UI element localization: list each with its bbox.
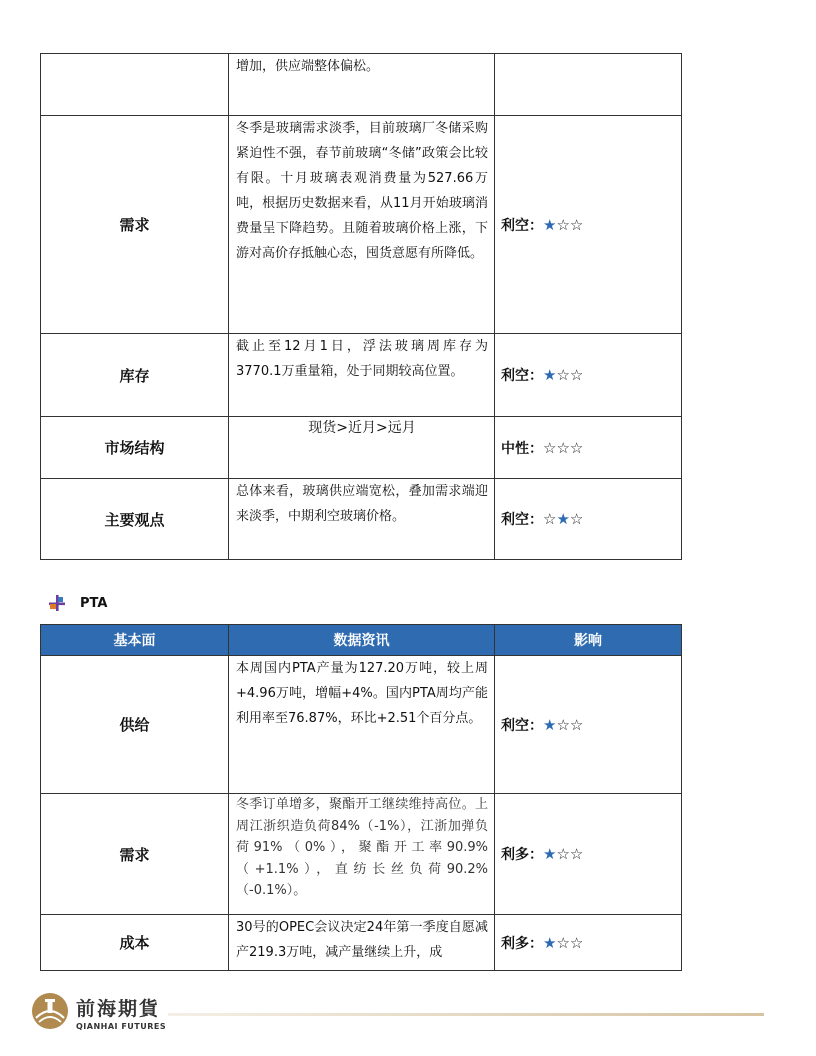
table-header-row bbox=[41, 625, 682, 656]
star-icon: ★ bbox=[543, 933, 557, 952]
row-label bbox=[41, 54, 229, 116]
star-icon: ★ bbox=[543, 366, 557, 384]
footer-divider bbox=[168, 1013, 764, 1016]
row-text: 本周国内PTA产量为127.20万吨，较上周+4.96万吨，增幅+4%。国内PTA周均产能利用率至76.87%，环比+2.51个百分点。 bbox=[229, 656, 495, 794]
section-heading bbox=[48, 594, 107, 612]
row-label: 需求 bbox=[41, 116, 229, 334]
star-icon: ☆ bbox=[556, 933, 570, 952]
star-icon: ☆ bbox=[556, 715, 570, 734]
section-title: PTA bbox=[80, 595, 108, 611]
row-text: 增加，供应端整体偏松。 bbox=[229, 54, 495, 116]
star-icon: ☆ bbox=[543, 438, 557, 457]
star-icon: ★ bbox=[556, 510, 570, 528]
row-impact bbox=[495, 479, 682, 560]
impact-label: 利多： bbox=[501, 935, 543, 952]
row-impact bbox=[495, 915, 682, 971]
header-cell: 影响 bbox=[495, 625, 682, 656]
star-icon: ☆ bbox=[556, 845, 570, 863]
row-label: 市场结构 bbox=[41, 417, 229, 479]
star-icon: ☆ bbox=[569, 845, 584, 863]
row-impact bbox=[495, 116, 682, 334]
row-label: 成本 bbox=[41, 915, 229, 971]
star-icon: ☆ bbox=[569, 215, 584, 234]
header-cell: 基本面 bbox=[41, 625, 229, 656]
impact-label: 利空： bbox=[501, 512, 543, 528]
star-icon: ☆ bbox=[543, 510, 557, 528]
table-row bbox=[41, 915, 682, 971]
qianhai-logo-icon bbox=[30, 992, 70, 1030]
row-label: 需求 bbox=[41, 794, 229, 915]
impact-label: 利空： bbox=[501, 717, 543, 734]
table-row bbox=[41, 656, 682, 794]
star-icon: ☆ bbox=[556, 215, 570, 234]
table-row bbox=[41, 794, 682, 915]
header-cell: 数据资讯 bbox=[229, 625, 495, 656]
star-icon: ☆ bbox=[569, 715, 584, 734]
impact-label: 中性： bbox=[501, 440, 543, 457]
star-icon: ☆ bbox=[569, 438, 584, 457]
table-row bbox=[41, 479, 682, 560]
logo-text bbox=[76, 994, 166, 1031]
row-text: 截止至12月1日，浮法玻璃周库存为3770.1万重量箱，处于同期较高位置。 bbox=[229, 334, 495, 417]
table-row bbox=[41, 54, 682, 116]
bullet-icon bbox=[48, 594, 66, 612]
star-icon: ☆ bbox=[569, 933, 584, 952]
impact-label: 利空： bbox=[501, 368, 543, 384]
row-text: 现货>近月>远月 bbox=[229, 417, 495, 479]
row-impact bbox=[495, 334, 682, 417]
logo-en: QIANHAI FUTURES bbox=[76, 1022, 167, 1031]
pta-table bbox=[40, 624, 682, 971]
table-row bbox=[41, 417, 682, 479]
table-row bbox=[41, 334, 682, 417]
row-text: 总体来看，玻璃供应端宽松，叠加需求端迎来淡季，中期利空玻璃价格。 bbox=[229, 479, 495, 560]
star-icon: ★ bbox=[543, 215, 557, 234]
table-row bbox=[41, 116, 682, 334]
star-icon: ★ bbox=[543, 845, 557, 863]
star-icon: ☆ bbox=[556, 438, 570, 457]
star-icon: ☆ bbox=[556, 366, 570, 384]
logo-cn: 前海期貨 bbox=[76, 998, 161, 1020]
impact-label: 利多： bbox=[501, 847, 543, 863]
row-impact bbox=[495, 656, 682, 794]
row-impact bbox=[495, 417, 682, 479]
footer bbox=[30, 992, 770, 1032]
star-icon: ★ bbox=[543, 715, 557, 734]
row-text: 30号的OPEC会议决定24年第一季度自愿减产219.3万吨，减产量继续上升，成 bbox=[229, 915, 495, 971]
row-impact bbox=[495, 54, 682, 116]
row-label: 库存 bbox=[41, 334, 229, 417]
star-icon: ☆ bbox=[569, 510, 584, 528]
star-icon: ☆ bbox=[569, 366, 584, 384]
glass-table bbox=[40, 53, 682, 560]
impact-label: 利空： bbox=[501, 217, 543, 234]
row-impact bbox=[495, 794, 682, 915]
row-label: 主要观点 bbox=[41, 479, 229, 560]
row-text: 冬季订单增多，聚酯开工继续维持高位。上周江浙织造负荷84%（-1%），江浙加弹负荷91%（0%），聚酯开工率90.9%（+1.1%），直纺长丝负荷90.2%（-0.1%）。 bbox=[229, 794, 495, 915]
row-label: 供给 bbox=[41, 656, 229, 794]
row-text: 冬季是玻璃需求淡季，目前玻璃厂冬储采购紧迫性不强，春节前玻璃“冬储”政策会比较有限。十月玻璃表观消费量为527.66万吨，根据历史数据来看，从11月开始玻璃消费量呈下降趋势。且随着玻璃价格上涨，下游对高价存抵触心态，囤货意愿有所降低。 bbox=[229, 116, 495, 334]
